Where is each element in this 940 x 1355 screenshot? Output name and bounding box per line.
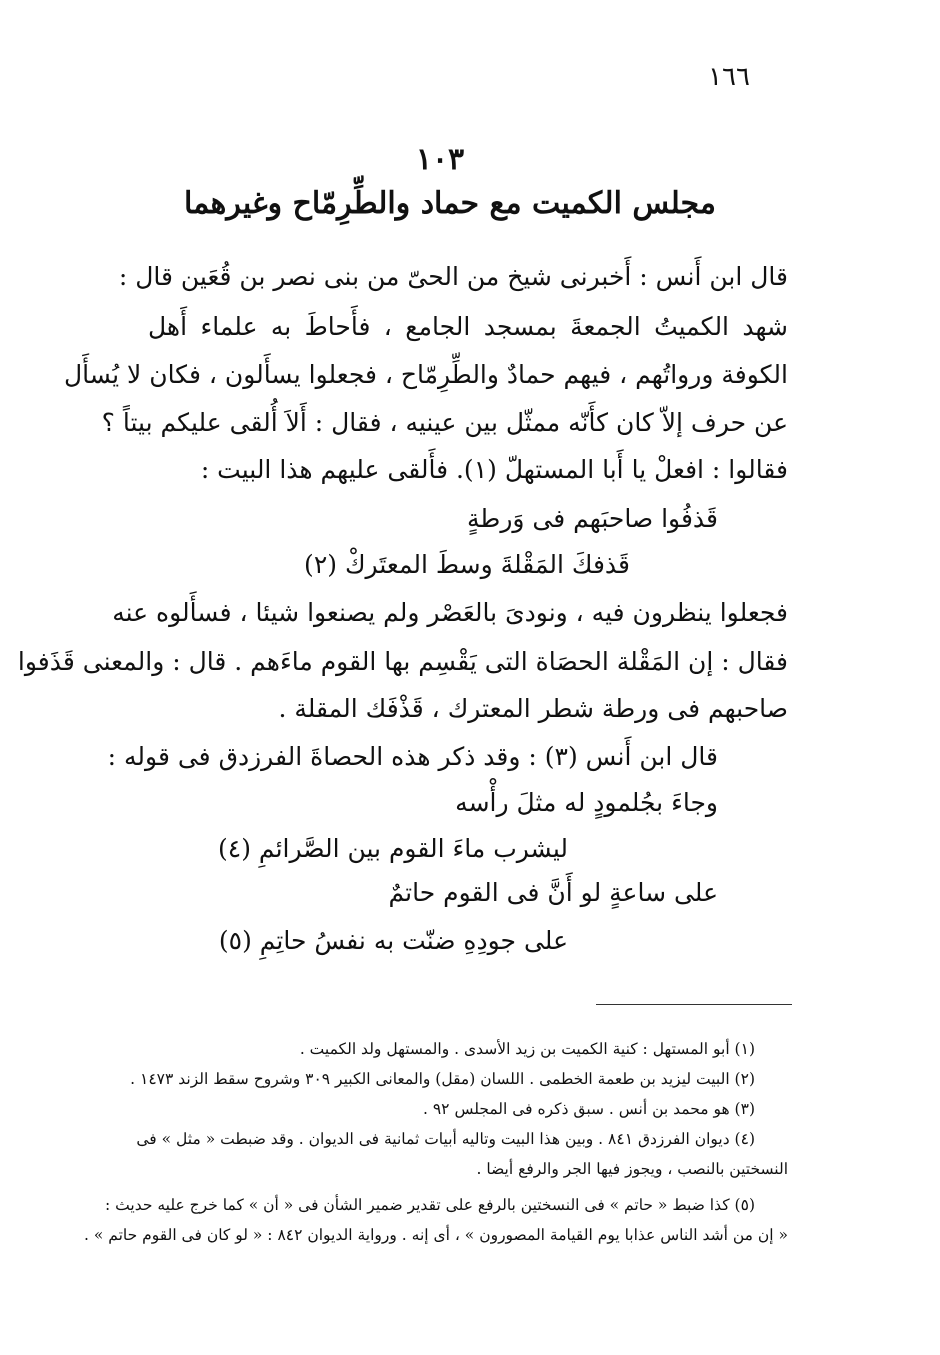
footnote: (١) أبو المستهل : كنية الكميت بن زيد الأسدى . والمستهل ولد الكميت .	[299, 1040, 755, 1058]
body-line: فقال : إن المَقْلة الحصَاة التى يَقْسِم بها القوم ماءَهم . قال : والمعنى قَذَفوا	[17, 647, 788, 676]
footnote-divider	[596, 1004, 792, 1005]
page-number: ١٦٦	[708, 62, 750, 92]
footnote: (٥) كذا ضبط « حاتم » فى النسختين بالرفع على تقدير ضمير الشأن فى « أن » كما خرج عليه حديث :	[105, 1196, 755, 1214]
footnote: (٢) البيت ليزيد بن طعمة الخطمى . اللسان (مقل) والمعانى الكبير ٣٠٩ وشروح سقط الزند ١٤٧٣ .	[130, 1070, 755, 1088]
footnote: (٤) ديوان الفرزدق ٨٤١ . وبين هذا البيت وتاليه أبيات ثمانية فى الديوان . وقد ضبطت « مثل » فى	[136, 1130, 755, 1148]
body-line: الكوفة ورواتُهم ، فيهم حمادٌ والطِّرِمّاح ، فجعلوا يسأَلون ، فكان لا يُسأَل	[64, 360, 788, 389]
footnote-continuation: « إن من أشد الناس عذابا يوم القيامة المصورون » ، أى إنه . ورواية الديوان ٨٤٢ : « لو كان فى القوم حاتم » .	[84, 1226, 788, 1244]
body-line: فجعلوا ينظرون فيه ، ونودىَ بالعَصْر ولم يصنعوا شيئا ، فسأَلوه عنه	[112, 598, 788, 627]
body-line: شهد الكميتُ الجمعةَ بمسجد الجامع ، فأَحاطَ به علماء أَهل	[148, 312, 788, 341]
verse-hemistich: وجاءَ بجُلمودٍ له مثلَ رأْسه	[455, 788, 718, 817]
section-number: ١٠٣	[415, 142, 465, 177]
body-line: فقالوا : افعلْ يا أَبا المستهلّ (١). فأَلقى عليهم هذا البيت :	[200, 455, 788, 484]
footnote: (٣) هو محمد بن أنس . سبق ذكره فى المجلس ٩٢ .	[423, 1100, 755, 1118]
footnote-continuation: النسختين بالنصب ، ويجوز فيها الجر والرفع أيضا .	[476, 1160, 788, 1178]
body-line: عن حرف إلاّ كان كأَنّه ممثّل بين عينيه ، فقال : أَلاَ أُلقى عليكم بيتاً ؟	[101, 408, 788, 437]
verse-hemistich: قَذفُوا صاحبَهم فى وَرطةٍ	[467, 504, 718, 533]
body-line: قال ابن أَنس (٣) : وقد ذكر هذه الحصاةَ الفرزدق فى قوله :	[107, 742, 718, 771]
section-title: مجلس الكميت مع حماد والطِّرِمّاح وغيرهما	[184, 186, 716, 221]
verse-hemistich: ليشرب ماءَ القوم بين الصَّرائمِ (٤)	[218, 834, 568, 863]
verse-hemistich: على جودِهِ ضنّت به نفسُ حاتِمِ (٥)	[218, 926, 568, 955]
body-line: قال ابن أَنس : أَخبرنى شيخ من الحىّ من بنى نصر بن قُعَين قال :	[118, 262, 788, 291]
verse-hemistich: قَذفكَ المَقْلةَ وسطَ المعتَركْ (٢)	[304, 550, 630, 579]
body-line: صاحبهم فى ورطة شطر المعترك ، قَذْفَك المقلة .	[278, 694, 788, 723]
verse-hemistich: على ساعةٍ لو أَنَّ فى القوم حاتمٌ	[388, 878, 718, 907]
